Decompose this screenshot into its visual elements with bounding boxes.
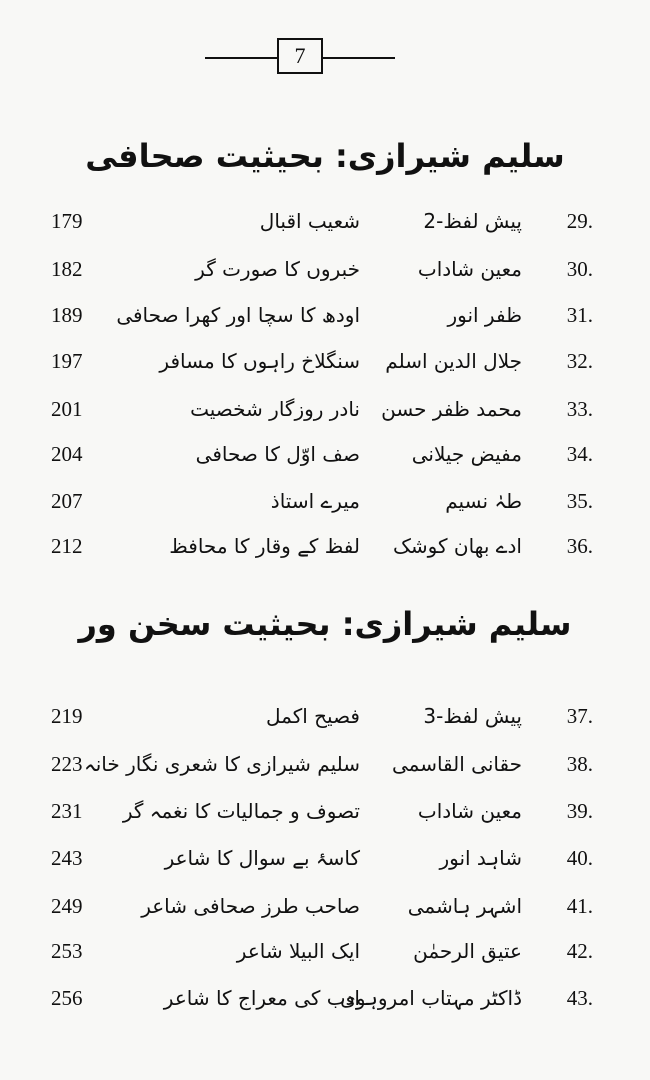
entry-title: خبروں کا صورت گر [195,257,360,281]
entry-title: صاحب طرز صحافی شاعر [141,894,360,918]
toc-entry [0,935,650,967]
entry-title: تصوف و جمالیات کا نغمہ گر [122,799,360,823]
entry-author: محمد ظفر حسن [381,397,522,421]
entry-title: سنگلاخ راہوں کا مسافر [159,349,360,373]
section-title-poet: سلیم شیرازی: بحیثیت سخن ور [78,605,572,643]
entry-page: 249 [51,894,83,918]
entry-number: 33. [566,397,593,421]
entry-page: 197 [51,349,83,373]
entry-author: معین شاداب [417,799,522,823]
entry-number: 39. [566,799,593,823]
entry-author: اشہر ہاشمی [407,894,522,918]
entry-title: نادر روزگار شخصیت [190,397,360,421]
entry-number: 42. [566,939,593,963]
entry-author: عتیق الرحمٰن [413,939,522,963]
toc-entry [0,345,650,377]
entry-number: 34. [566,442,593,466]
toc-entry [0,748,650,780]
toc-entry [0,438,650,470]
toc-entry [0,700,650,732]
toc-entry [0,393,650,425]
entry-number: 38. [566,752,593,776]
entry-title: فصیح اکمل [266,704,360,728]
entry-number: 37. [566,704,593,728]
header-rule-right [323,57,395,59]
entry-author: ظفر انور [447,303,522,327]
entry-number: 35. [566,489,593,513]
entry-author: ڈاکٹر مہتاب امروہوی [340,986,522,1010]
entry-author: پیش لفظ-3 [423,704,522,728]
entry-page: 219 [51,704,83,728]
entry-number: 29. [566,209,593,233]
entry-number: 40. [566,846,593,870]
entry-page: 182 [51,257,83,281]
header-rule-left [205,57,277,59]
toc-entry [0,530,650,562]
entry-author: طہٰ نسیم [445,489,522,513]
toc-entry [0,982,650,1014]
toc-entry [0,205,650,237]
entry-author: شاہد انور [439,846,522,870]
entry-number: 43. [566,986,593,1010]
entry-title: ایک البیلا شاعر [236,939,360,963]
entry-page: 253 [51,939,83,963]
entry-title: لفظ کے وقار کا محافظ [169,534,360,558]
entry-page: 179 [51,209,83,233]
entry-title: کاسۂ بے سوال کا شاعر [164,846,360,870]
entry-title: شعیب اقبال [259,209,360,233]
entry-author: پیش لفظ-2 [423,209,522,233]
entry-number: 30. [566,257,593,281]
page-number-header [205,38,395,78]
entry-number: 41. [566,894,593,918]
entry-title: اودھ کا سچا اور کھرا صحافی [116,303,360,327]
entry-page: 189 [51,303,83,327]
toc-entry [0,299,650,331]
toc-entry [0,795,650,827]
entry-page: 256 [51,986,83,1010]
toc-entry [0,485,650,517]
entry-number: 32. [566,349,593,373]
entry-page: 201 [51,397,83,421]
entry-page: 207 [51,489,83,513]
entry-title: میرے استاذ [270,489,360,513]
entry-page: 243 [51,846,83,870]
entry-number: 36. [566,534,593,558]
entry-page: 212 [51,534,83,558]
page-number: 7 [277,38,323,74]
section-title-journalist: سلیم شیرازی: بحیثیت صحافی [85,137,565,175]
toc-entry [0,842,650,874]
entry-title: ادب کی معراج کا شاعر [163,986,360,1010]
entry-author: مفیض جیلانی [411,442,522,466]
entry-title: صف اوّل کا صحافی [195,442,360,466]
entry-author: ادے بھان کوشک [393,534,522,558]
entry-title: سلیم شیرازی کا شعری نگار خانہ [83,752,360,776]
toc-entry [0,253,650,285]
entry-number: 31. [566,303,593,327]
entry-author: جلال الدین اسلم [385,349,522,373]
toc-entry [0,890,650,922]
entry-author: معین شاداب [417,257,522,281]
entry-page: 231 [51,799,83,823]
entry-author: حقانی القاسمی [391,752,522,776]
entry-page: 223 [51,752,83,776]
entry-page: 204 [51,442,83,466]
